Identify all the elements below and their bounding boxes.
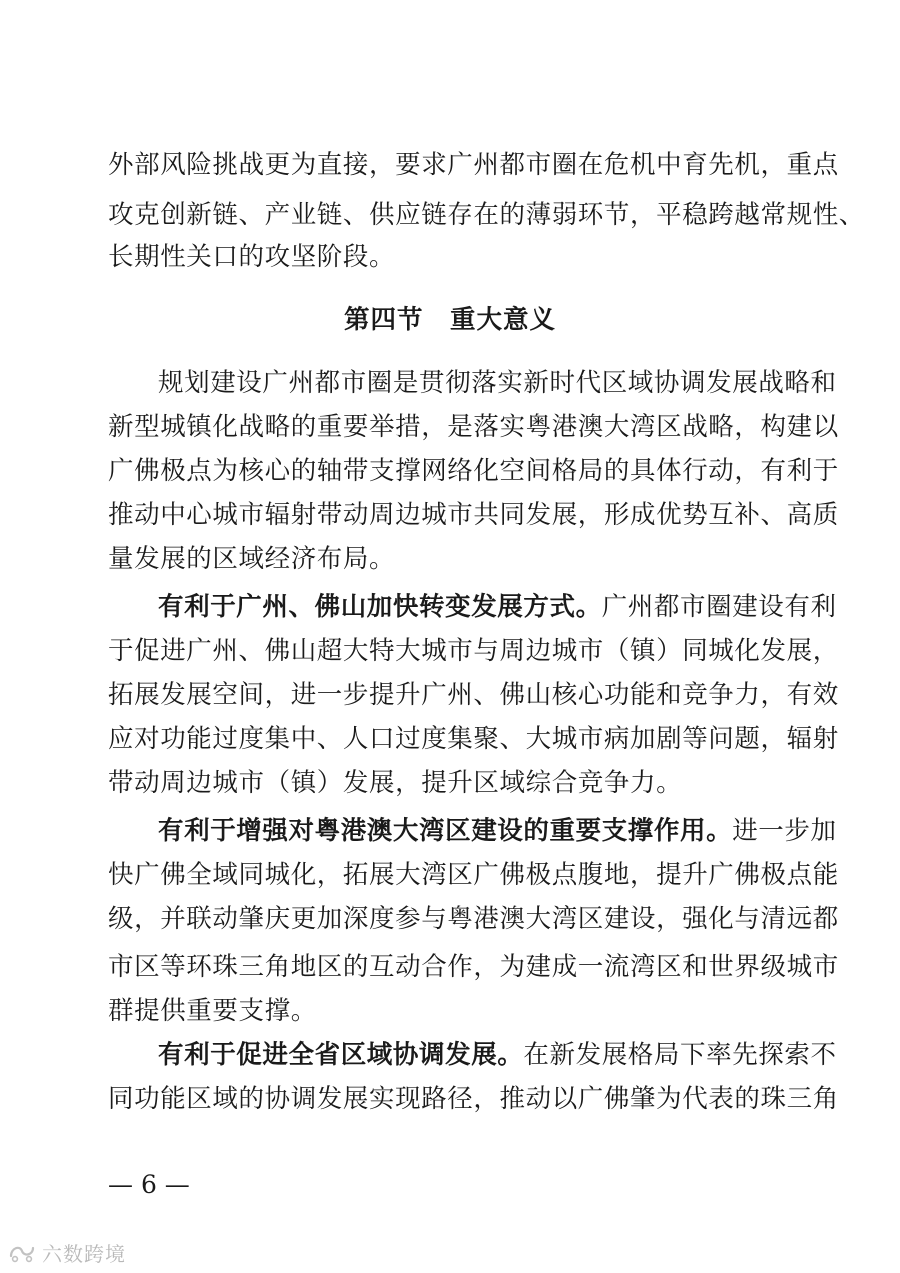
- watermark: [8, 1238, 126, 1267]
- intro-line-3: 长期性关口的攻坚阶段。: [108, 242, 396, 272]
- para1-line-2: 新型城镇化战略的重要举措，是落实粤港澳大湾区战略，构建以: [108, 412, 839, 442]
- para2-line-5: 带动周边城市（镇）发展，提升区域综合竞争力。: [108, 768, 683, 798]
- intro-line-1: 外部风险挑战更为直接，要求广州都市圈在危机中育先机，重点: [108, 150, 839, 180]
- para4-line-1: [158, 1038, 858, 1072]
- para3-line-2: 快广佛全域同城化，拓展大湾区广佛极点腹地，提升广佛极点能: [108, 860, 839, 890]
- para3-line-1: [158, 814, 858, 848]
- para3-line-4: 市区等环珠三角地区的互动合作，为建成一流湾区和世界级城市: [108, 952, 839, 982]
- para4-first-line-rest: 在新发展格局下率先探索不: [523, 1040, 837, 1070]
- para2-line-4: 应对功能过度集中、人口过度集聚、大城市病加剧等问题，辐射: [108, 724, 839, 754]
- para1-line-1: 规划建设广州都市圈是贯彻落实新时代区域协调发展战略和: [158, 368, 837, 398]
- para1-line-5: 量发展的区域经济布局。: [108, 544, 396, 574]
- intro-line-2: 攻克创新链、产业链、供应链存在的薄弱环节，平稳跨越常规性、: [108, 200, 865, 230]
- section-title: 第四节 重大意义: [343, 305, 556, 335]
- page-number: — 6 —: [108, 1170, 190, 1199]
- para1-line-3: 广佛极点为核心的轴带支撑网络化空间格局的具体行动，有利于: [108, 456, 839, 486]
- para3-first-line-rest: 进一步加: [732, 816, 837, 846]
- brand-logo-icon: [8, 1242, 36, 1264]
- watermark-text: 六数跨境: [42, 1242, 126, 1266]
- para1-line-4: 推动中心城市辐射带动周边城市共同发展，形成优势互补、高质: [108, 500, 839, 530]
- para3-line-5: 群提供重要支撑。: [108, 996, 317, 1026]
- para3-bold-lead: 有利于增强对粤港澳大湾区建设的重要支撑作用。: [158, 816, 733, 846]
- para2-line-2: 于促进广州、佛山超大特大城市与周边城市（镇）同城化发展，: [108, 636, 839, 666]
- para4-bold-lead: 有利于促进全省区域协调发展。: [158, 1040, 524, 1070]
- para2-bold-lead: 有利于广州、佛山加快转变发展方式。: [158, 592, 602, 622]
- para2-line-1: [158, 590, 858, 624]
- para2-first-line-rest: 广州都市圈建设有利: [601, 592, 837, 622]
- para4-line-2: 同功能区域的协调发展实现路径，推动以广佛肇为代表的珠三角: [108, 1084, 839, 1114]
- para2-line-3: 拓展发展空间，进一步提升广州、佛山核心功能和竞争力，有效: [108, 680, 839, 710]
- para3-line-3: 级，并联动肇庆更加深度参与粤港澳大湾区建设，强化与清远都: [108, 904, 839, 934]
